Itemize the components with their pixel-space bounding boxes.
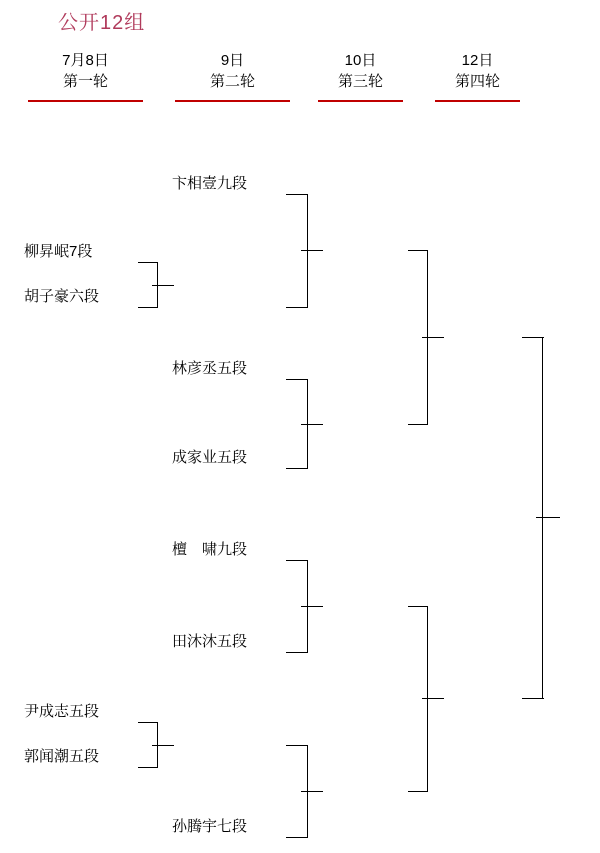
round-underline-3: [318, 100, 403, 102]
player-name: 孙腾宇七段: [172, 818, 248, 835]
bracket-line-horizontal: [286, 307, 308, 308]
player-name: 柳昇岷7段: [24, 243, 93, 260]
bracket-line-horizontal: [286, 194, 308, 195]
round-name: 第三轮: [337, 73, 383, 90]
round-header-4: [435, 50, 520, 92]
round-name: 第二轮: [209, 73, 255, 90]
bracket-line-horizontal: [286, 468, 308, 469]
round-header-1: [28, 50, 143, 92]
round-underline-4: [435, 100, 520, 102]
player-name: 田沐沐五段: [172, 633, 248, 650]
round-header-2: [175, 50, 290, 92]
bracket-line-vertical: [307, 194, 308, 308]
bracket-line-horizontal: [138, 262, 158, 263]
round-date: 9日: [220, 52, 245, 69]
bracket-line-vertical: [307, 560, 308, 653]
round-name: 第四轮: [454, 73, 500, 90]
bracket-line-vertical: [427, 606, 428, 792]
bracket-line-horizontal: [301, 424, 323, 425]
bracket-line-vertical: [307, 745, 308, 838]
round-underline-1: [28, 100, 143, 102]
player-name: 郭闻潮五段: [24, 748, 100, 765]
round-underline-2: [175, 100, 290, 102]
bracket-line-vertical: [427, 250, 428, 425]
bracket-line-horizontal: [286, 560, 308, 561]
bracket-line-horizontal: [301, 250, 323, 251]
bracket-line-horizontal: [408, 791, 428, 792]
bracket-line-vertical: [307, 379, 308, 469]
bracket-line-vertical: [157, 722, 158, 768]
bracket-line-horizontal: [286, 652, 308, 653]
player-name: 林彦丞五段: [172, 360, 248, 377]
bracket-line-horizontal: [536, 517, 560, 518]
bracket-line-horizontal: [152, 745, 174, 746]
bracket-line-horizontal: [422, 698, 444, 699]
bracket-line-horizontal: [522, 337, 544, 338]
player-name: 檀 啸九段: [172, 541, 248, 558]
bracket-line-horizontal: [301, 791, 323, 792]
player-name: 尹成志五段: [24, 703, 100, 720]
bracket-line-horizontal: [301, 606, 323, 607]
bracket-line-horizontal: [138, 722, 158, 723]
bracket-line-horizontal: [286, 745, 308, 746]
bracket-line-horizontal: [152, 285, 174, 286]
round-name: 第一轮: [62, 73, 108, 90]
player-name: 卞相壹九段: [172, 175, 248, 192]
round-date: 7月8日: [62, 52, 109, 69]
bracket-line-horizontal: [286, 379, 308, 380]
bracket-line-horizontal: [408, 424, 428, 425]
player-name: 成家业五段: [172, 449, 248, 466]
bracket-line-horizontal: [138, 307, 158, 308]
player-name: 胡子豪六段: [24, 288, 100, 305]
bracket-line-horizontal: [408, 606, 428, 607]
bracket-line-horizontal: [408, 250, 428, 251]
bracket-line-horizontal: [422, 337, 444, 338]
round-date: 10日: [344, 52, 377, 69]
round-date: 12日: [461, 52, 494, 69]
bracket-line-vertical: [157, 262, 158, 308]
bracket-line-horizontal: [286, 837, 308, 838]
page-title: 公开12组: [58, 12, 146, 34]
bracket-line-horizontal: [138, 767, 158, 768]
round-header-3: [318, 50, 403, 92]
bracket-line-vertical: [542, 337, 543, 699]
bracket-line-horizontal: [522, 698, 544, 699]
